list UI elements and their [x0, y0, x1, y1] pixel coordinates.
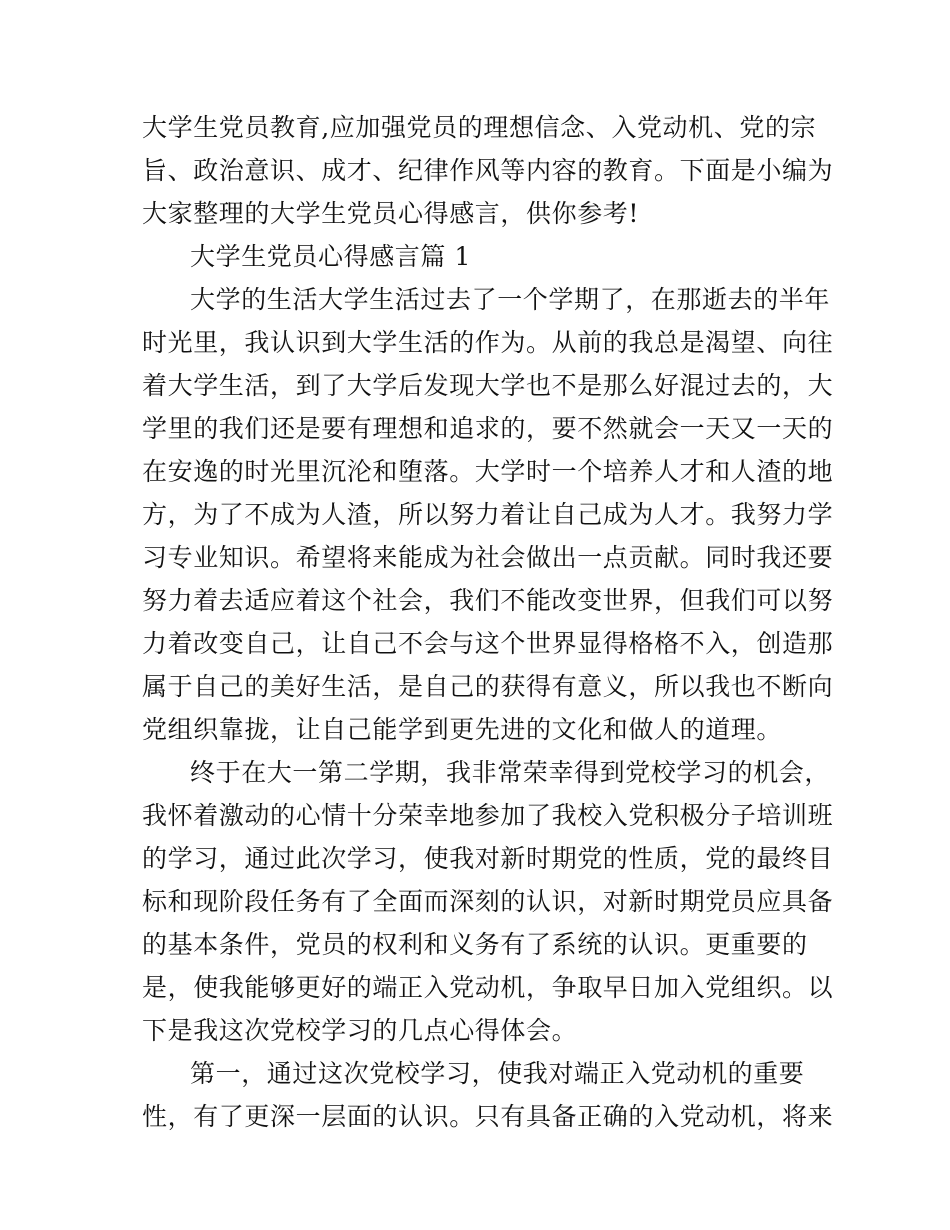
text-line: 第一，通过这次党校学习，使我对端正入党动机的重要: [190, 1059, 805, 1088]
text-line: 时光里，我认识到大学生活的作为。从前的我总是渴望、向往: [142, 328, 834, 357]
text-line: 下是我这次党校学习的几点心得体会。: [142, 1016, 578, 1045]
text-line: 学里的我们还是要有理想和追求的，要不然就会一天又一天的: [142, 414, 834, 443]
text-line: 的学习，通过此次学习，使我对新时期党的性质，党的最终目: [142, 844, 834, 873]
text-line: 力着改变自己，让自己不会与这个世界显得格格不入，创造那: [142, 629, 834, 658]
text-line: 旨、政治意识、成才、纪律作风等内容的教育。下面是小编为: [142, 156, 834, 185]
text-line: 方，为了不成为人渣，所以努力着让自己成为人才。我努力学: [142, 500, 834, 529]
text-line: 属于自己的美好生活，是自己的获得有意义，所以我也不断向: [142, 672, 834, 701]
text-line: 大学的生活大学生活过去了一个学期了，在那逝去的半年: [190, 285, 831, 314]
text-line: 大家整理的大学生党员心得感言，供你参考!: [142, 199, 640, 228]
text-line: 习专业知识。希望将来能成为社会做出一点贡献。同时我还要: [142, 543, 834, 572]
text-line: 标和现阶段任务有了全面而深刻的认识，对新时期党员应具备: [142, 887, 834, 916]
text-line: 在安逸的时光里沉沦和堕落。大学时一个培养人才和人渣的地: [142, 457, 834, 486]
text-line: 努力着去适应着这个社会，我们不能改变世界，但我们可以努: [142, 586, 834, 615]
text-line: 是，使我能够更好的端正入党动机，争取早日加入党组织。以: [142, 973, 834, 1002]
text-line: 终于在大一第二学期，我非常荣幸得到党校学习的机会，: [190, 758, 831, 787]
text-line: 我怀着激动的心情十分荣幸地参加了我校入党积极分子培训班: [142, 801, 834, 830]
text-line: 大学生党员教育,应加强党员的理想信念、入党动机、党的宗: [142, 113, 817, 142]
text-line: 党组织靠拢，让自己能学到更先进的文化和做人的道理。: [142, 715, 783, 744]
section-heading: 大学生党员心得感言篇 1: [190, 242, 472, 271]
text-line: 着大学生活，到了大学后发现大学也不是那么好混过去的，大: [142, 371, 834, 400]
text-line: 的基本条件，党员的权利和义务有了系统的认识。更重要的: [142, 930, 808, 959]
text-line: 性，有了更深一层面的认识。只有具备正确的入党动机，将来: [142, 1102, 834, 1131]
